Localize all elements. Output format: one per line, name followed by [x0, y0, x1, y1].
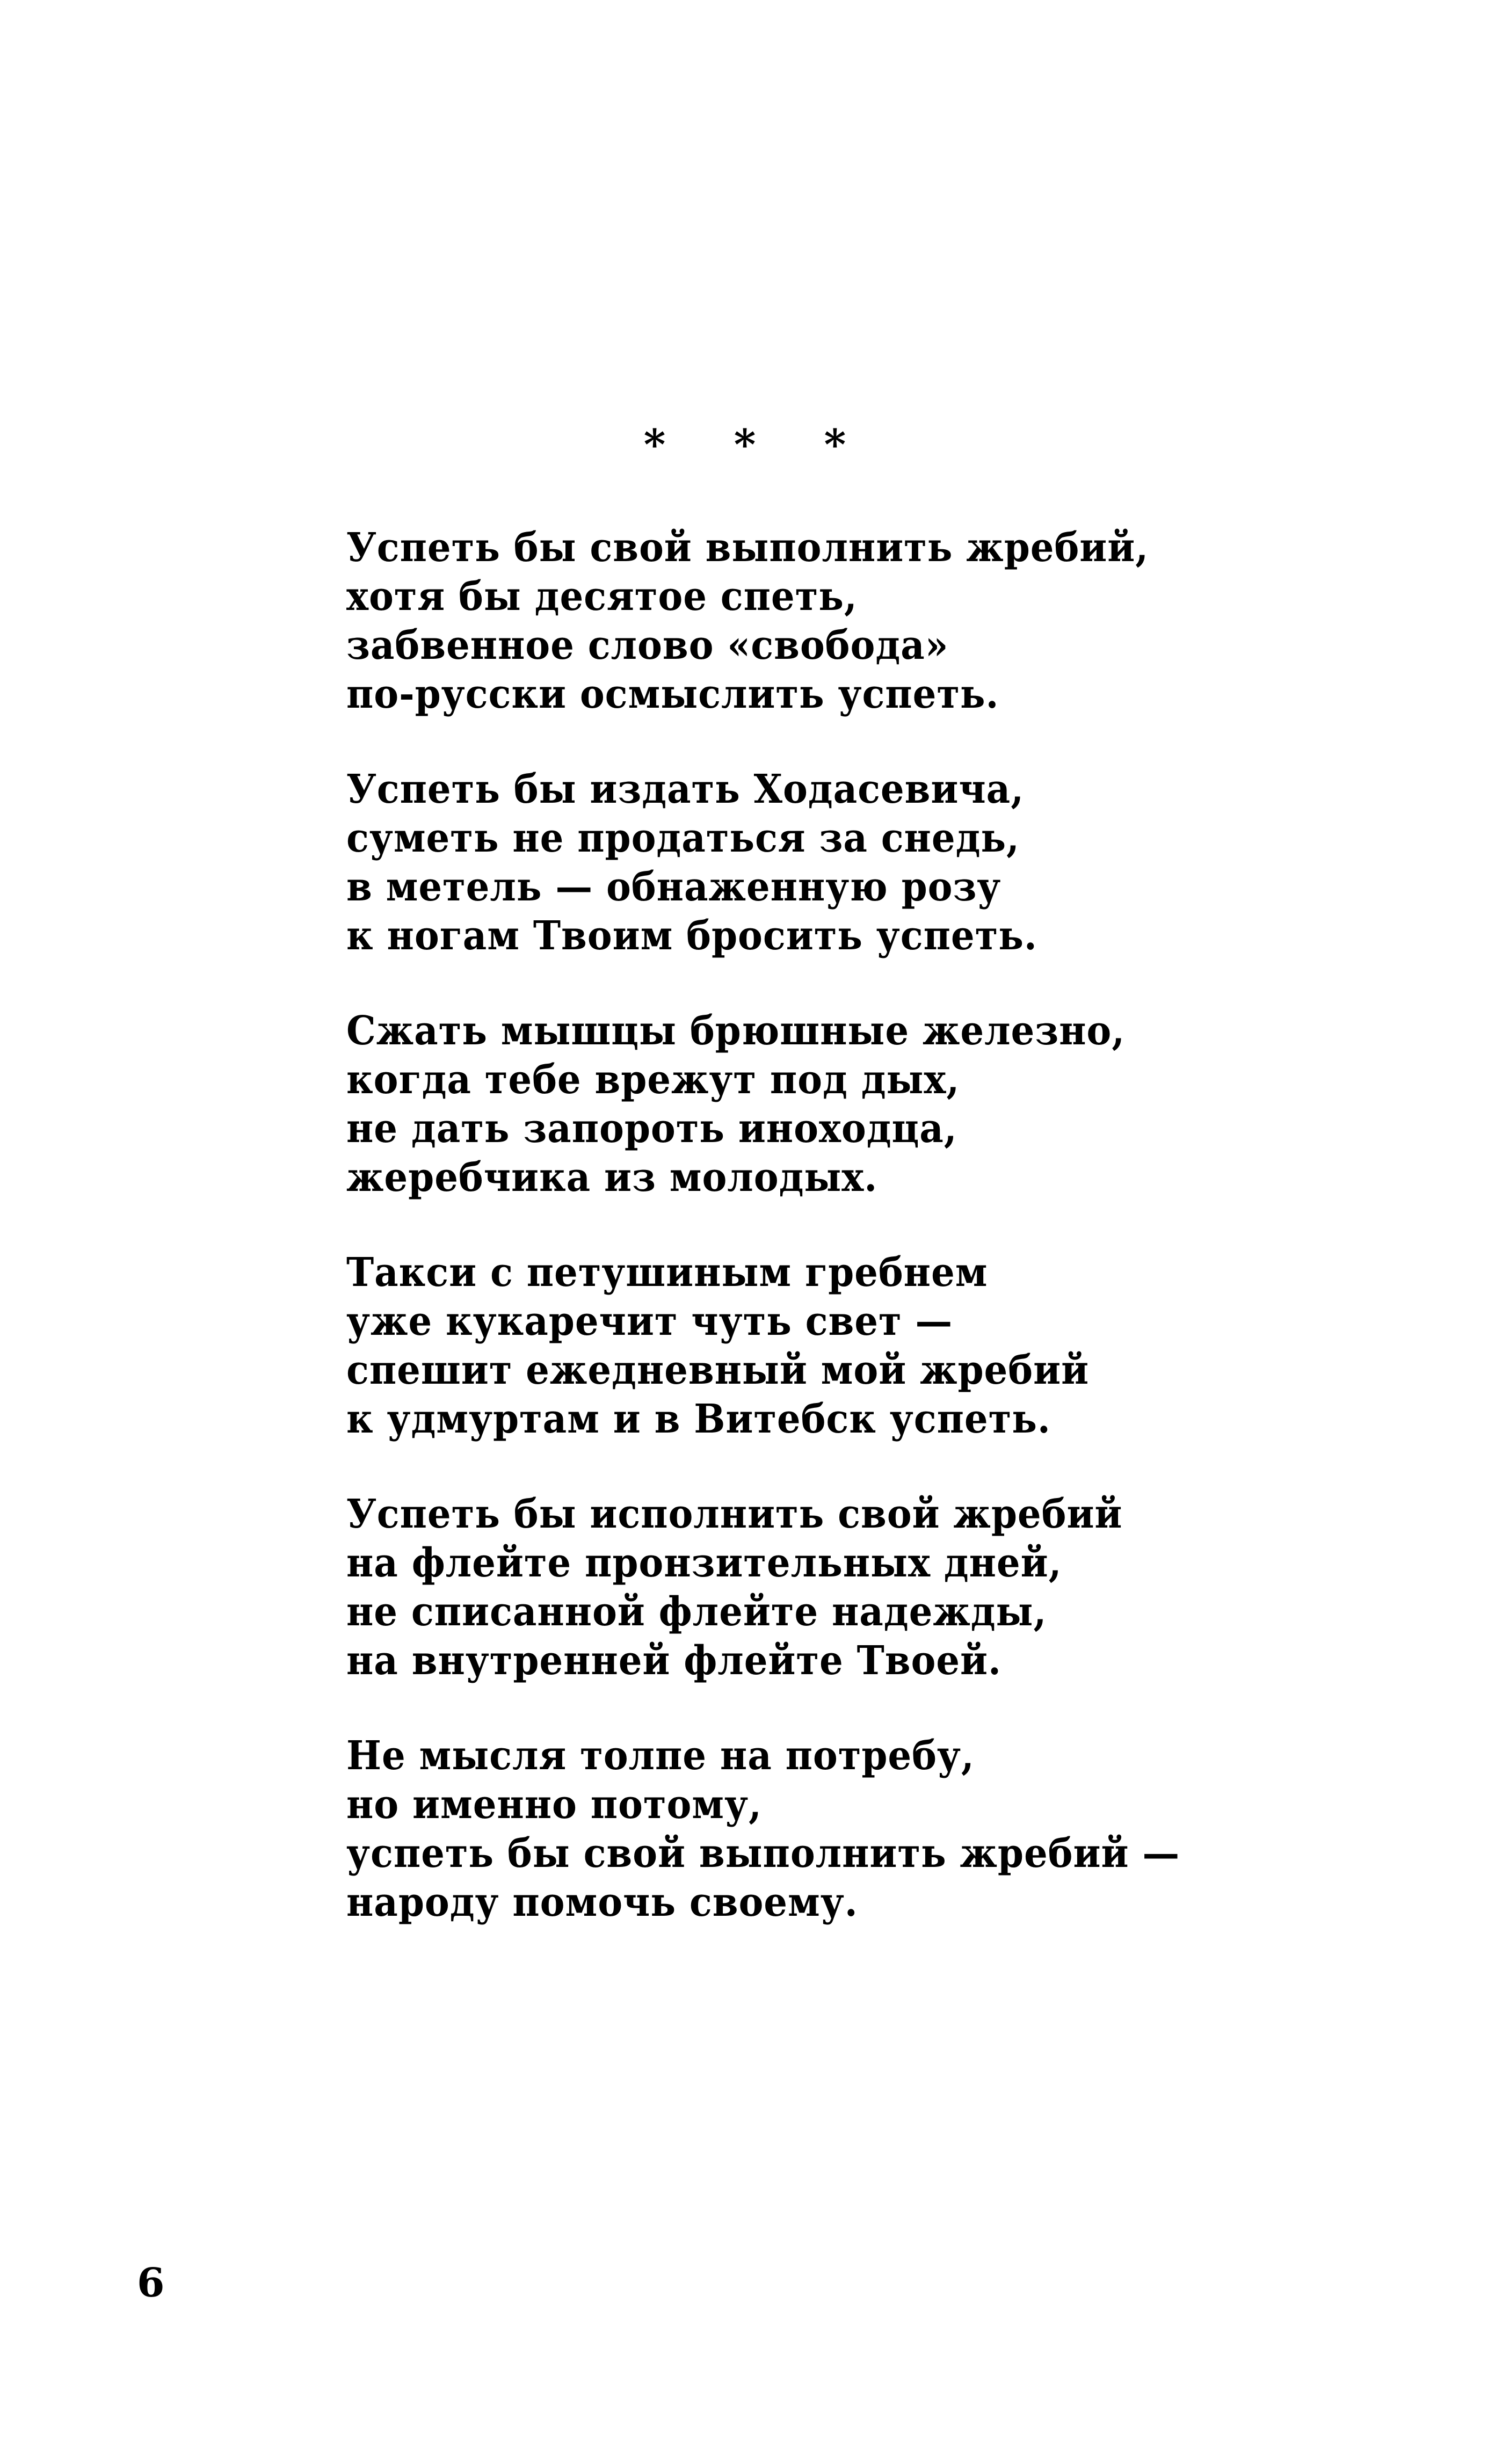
- section-ornament-asterisks: * * *: [643, 420, 873, 469]
- poem-line: когда тебе врежут под дых,: [346, 1057, 960, 1103]
- page-number: 6: [137, 2260, 165, 2306]
- poem-line: успеть бы свой выполнить жребий —: [346, 1830, 1180, 1877]
- stanza-2: [346, 765, 1313, 961]
- poem-line: суметь не продаться за снедь,: [346, 815, 1020, 861]
- stanza-6: [346, 1732, 1313, 1927]
- poem-line: не дать запороть иноходца,: [346, 1106, 957, 1152]
- poem-line: Такси с петушиным гребнем: [346, 1249, 988, 1296]
- poem-line: Успеть бы издать Ходасевича,: [346, 766, 1025, 812]
- poem-line: уже кукаречит чуть свет —: [346, 1298, 953, 1344]
- poem-line: к удмуртам и в Витебск успеть.: [346, 1396, 1051, 1442]
- poem-line: жеребчика из молодых.: [346, 1154, 878, 1201]
- poem-line: забвенное слово «свобода»: [346, 622, 949, 668]
- stanza-3: [346, 1007, 1313, 1202]
- poem-line: в метель — обнаженную розу: [346, 864, 1001, 910]
- poem-line: на флейте пронзительных дней,: [346, 1540, 1062, 1586]
- poem-line: не списанной флейте надежды,: [346, 1589, 1047, 1635]
- poem-line: народу помочь своему.: [346, 1879, 858, 1925]
- poem-line: к ногам Твоим бросить успеть.: [346, 913, 1037, 959]
- stanza-1: [346, 524, 1313, 719]
- poem-line: Сжать мышцы брюшные железно,: [346, 1008, 1126, 1054]
- poem-line: Успеть бы исполнить свой жребий: [346, 1491, 1123, 1537]
- poem-line: Успеть бы свой выполнить жребий,: [346, 525, 1149, 571]
- stanza-4: [346, 1248, 1313, 1444]
- stanza-5: [346, 1490, 1313, 1685]
- poem-body: [346, 524, 1313, 1973]
- poem-line: хотя бы десятое спеть,: [346, 573, 858, 620]
- poem-line: Не мысля толпе на потребу,: [346, 1733, 975, 1779]
- poem-line: спешит ежедневный мой жребий: [346, 1347, 1090, 1393]
- poem-line: на внутренней флейте Твоей.: [346, 1638, 1001, 1684]
- poem-line: по-русски осмыслить успеть.: [346, 671, 999, 717]
- poem-line: но именно потому,: [346, 1782, 762, 1828]
